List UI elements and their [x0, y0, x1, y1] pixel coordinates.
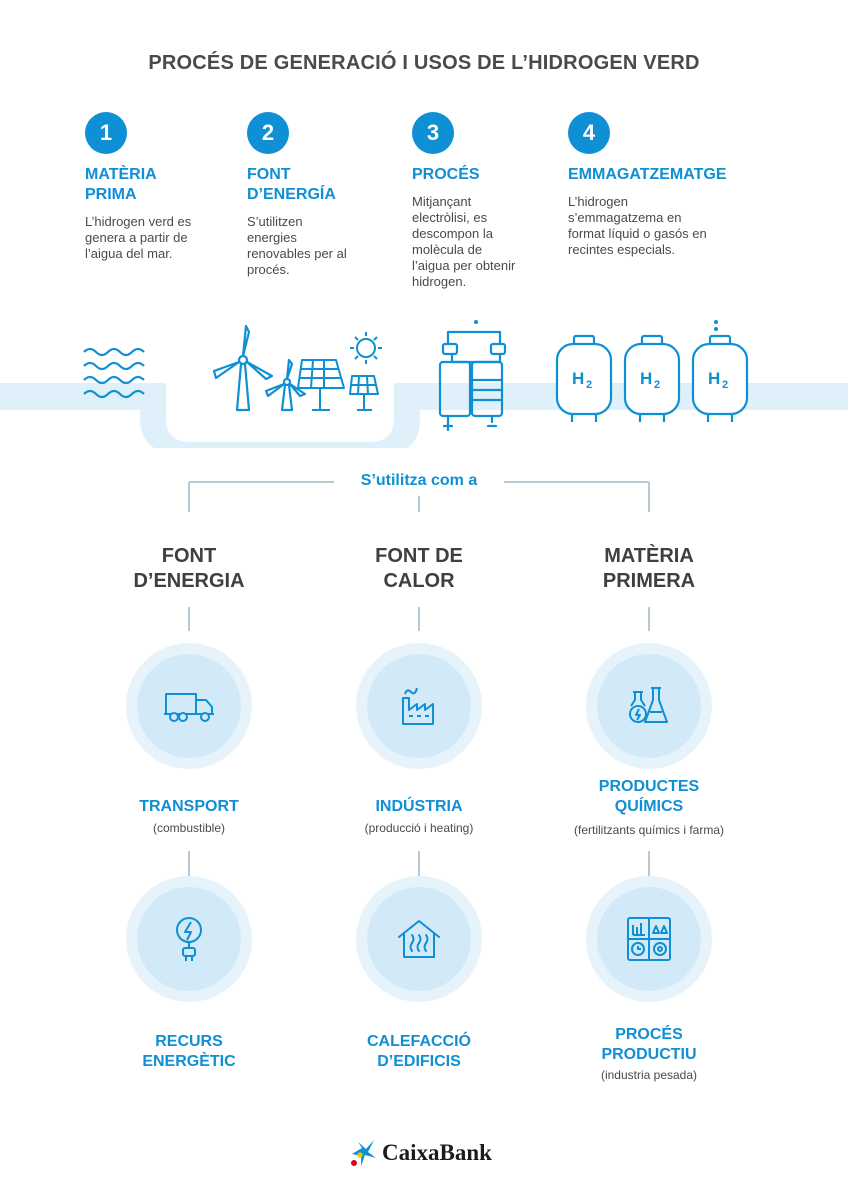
caixabank-logo	[348, 1138, 492, 1168]
tank-label-sub: 2	[586, 379, 593, 391]
use-circle	[586, 876, 712, 1002]
step-3	[412, 112, 515, 290]
tank-label-sub: 2	[722, 379, 729, 391]
connector	[188, 851, 190, 876]
tank-label: H	[708, 369, 721, 388]
use-title: PROCÉS PRODUCTIU	[601, 1026, 697, 1063]
connector	[188, 607, 190, 631]
use-subtitle: (combustible)	[152, 821, 226, 835]
step-description: S’utilitzen energies renovables per al procés.	[247, 214, 347, 277]
house-heating-icon	[395, 917, 443, 961]
energy-plug-icon	[169, 914, 209, 964]
logo-text: CaixaBank	[382, 1140, 492, 1165]
use-circle	[586, 643, 712, 769]
step-description: L’hidrogen verd es genera a partir de l’aigua del mar.	[85, 214, 192, 261]
step-description: L’hidrogen s’emmagatzema en format líquid o gasós en recintes especials.	[568, 194, 707, 257]
uses-label: S’utilitza com a	[334, 472, 504, 490]
category-title: FONT DE CALOR	[375, 545, 463, 592]
use-subtitle: (industria pesada)	[600, 1068, 698, 1082]
electrolyzer-icon	[440, 332, 505, 430]
use-title: PRODUCTES QUÍMICS	[598, 778, 700, 815]
factory-icon	[397, 684, 441, 728]
step-number: 2	[247, 112, 289, 154]
solar-panel-icon	[298, 332, 382, 410]
step-4	[568, 112, 727, 258]
step-title: EMMAGATZEMATGE	[568, 166, 727, 183]
use-subtitle: (producció i heating)	[364, 821, 474, 835]
use-circle	[126, 876, 252, 1002]
step-description: Mitjançant electròlisi, es descompon la molècula de l’aigua per obtenir hidrogen.	[412, 194, 516, 289]
star-logo-icon	[348, 1138, 378, 1168]
category-title: MATÈRIA PRIMERA	[602, 545, 696, 592]
use-title: TRANSPORT	[139, 798, 239, 815]
step-number: 4	[568, 112, 610, 154]
process-illustration	[0, 318, 848, 448]
step-title: FONT D’ENERGÍA	[247, 166, 336, 203]
use-subtitle: (fertilitzants químics i farma)	[573, 823, 725, 837]
tank-label: H	[640, 369, 653, 388]
flasks-icon	[627, 684, 671, 728]
pipe-connection	[474, 318, 718, 331]
page-title: PROCÉS DE GENERACIÓ I USOS DE L’HIDROGEN VERD	[148, 52, 700, 74]
step-number: 1	[85, 112, 127, 154]
truck-icon	[162, 686, 216, 726]
connector	[648, 607, 650, 631]
step-2	[247, 112, 347, 278]
step-title: MATÈRIA PRIMA	[85, 166, 157, 203]
use-circle	[356, 643, 482, 769]
tank-label: H	[572, 369, 585, 388]
step-1	[85, 112, 191, 262]
wind-turbine-icon	[214, 326, 305, 410]
use-circle	[356, 876, 482, 1002]
category-title: FONT D’ENERGIA	[133, 545, 245, 592]
control-panel-icon	[625, 915, 673, 963]
connector	[648, 851, 650, 876]
use-title: RECURS ENERGÈTIC	[142, 1033, 236, 1070]
tank-label-sub: 2	[654, 379, 661, 391]
use-title: CALEFACCIÓ D’EDIFICIS	[367, 1033, 471, 1070]
step-title: PROCÉS	[412, 166, 480, 183]
use-circle	[126, 643, 252, 769]
step-number: 3	[412, 112, 454, 154]
use-title: INDÚSTRIA	[375, 798, 463, 815]
connector	[418, 607, 420, 631]
connector	[418, 851, 420, 876]
